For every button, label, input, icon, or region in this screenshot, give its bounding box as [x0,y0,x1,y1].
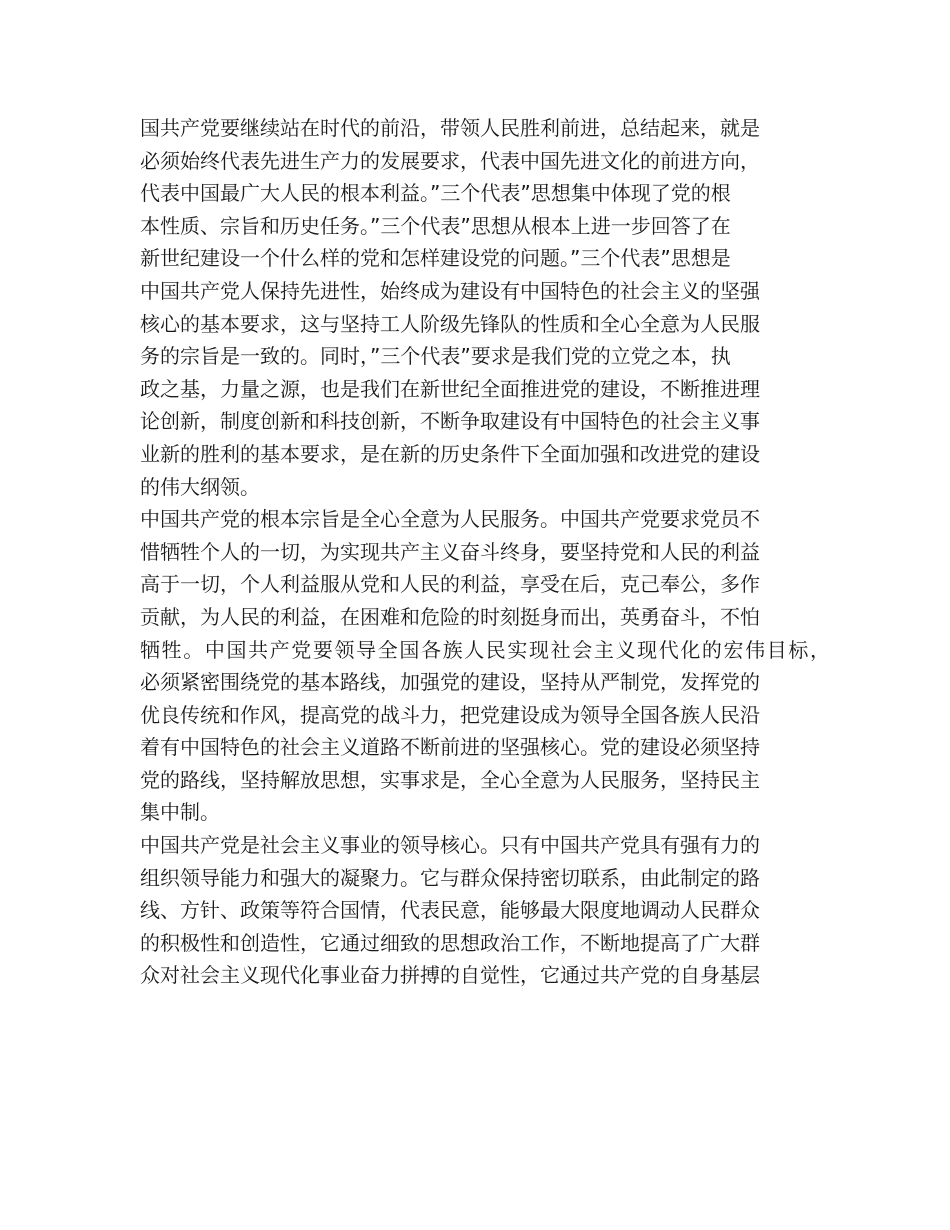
text-line: 核心的基本要求，这与坚持工人阶级先锋队的性质和全心全意为人民服 [140,311,760,336]
text-line: 国共产党要继续站在时代的前沿，带领人民胜利前进，总结起来，就是 [140,116,760,140]
text-line: 新世纪建设一个什么样的党和怎样建设党的问题。”三个代表”思想是 [140,246,731,271]
text-line: 论创新，制度创新和科技创新，不断争取建设有中国特色的社会主义事 [140,409,760,434]
text-line: 业新的胜利的基本要求，是在新的历史条件下全面加强和改进党的建设 [140,441,760,466]
text-line: 优良传统和作风，提高党的战斗力，把党建设成为领导全国各族人民沿 [140,702,760,727]
text-line: 集中制。 [140,800,220,825]
text-line: 高于一切，个人利益服从党和人民的利益，享受在后，克己奉公，多作 [140,572,760,597]
text-line: 牺牲。中国共产党要领导全国各族人民实现社会主义现代化的宏伟目标， [140,637,832,662]
text-line: 着有中国特色的社会主义道路不断前进的坚强核心。党的建设必须坚持 [140,735,760,760]
text-line: 中国共产党人保持先进性，始终成为建设有中国特色的社会主义的坚强 [140,278,760,303]
text-line: 众对社会主义现代化事业奋力拼搏的自觉性，它通过共产党的自身基层 [140,963,760,988]
text-line: 的积极性和创造性，它通过细致的思想政治工作，不断地提高了广大群 [140,930,760,955]
text-line: 组织领导能力和强大的凝聚力。它与群众保持密切联系，由此制定的路 [140,865,760,890]
document-body [140,112,830,992]
text-line: 线、方针、政策等符合国情，代表民意，能够最大限度地调动人民群众 [140,898,760,923]
text-line: 必须始终代表先进生产力的发展要求，代表中国先进文化的前进方向， [140,148,760,173]
text-line: 惜牺牲个人的一切，为实现共产主义奋斗终身，要坚持党和人民的利益 [140,539,760,564]
text-line: 政之基，力量之源，也是我们在新世纪全面推进党的建设，不断推进理 [140,376,760,401]
text-line: 党的路线，坚持解放思想，实事求是，全心全意为人民服务，坚持民主 [140,767,760,792]
text-line: 本性质、宗旨和历史任务。”三个代表”思想从根本上进一步回答了在 [140,213,731,238]
text-line: 必须紧密围绕党的基本路线，加强党的建设，坚持从严制党，发挥党的 [140,670,760,695]
text-line: 代表中国最广大人民的根本利益。”三个代表”思想集中体现了党的根 [140,181,731,206]
text-line: 中国共产党是社会主义事业的领导核心。只有中国共产党具有强有力的 [140,833,760,858]
text-line: 中国共产党的根本宗旨是全心全意为人民服务。中国共产党要求党员不 [140,507,760,532]
text-line: 贡献，为人民的利益，在困难和危险的时刻挺身而出，英勇奋斗，不怕 [140,604,760,629]
text-line: 务的宗旨是一致的。同时，”三个代表”要求是我们党的立党之本，执 [140,344,731,369]
text-line: 的伟大纲领。 [140,474,260,499]
